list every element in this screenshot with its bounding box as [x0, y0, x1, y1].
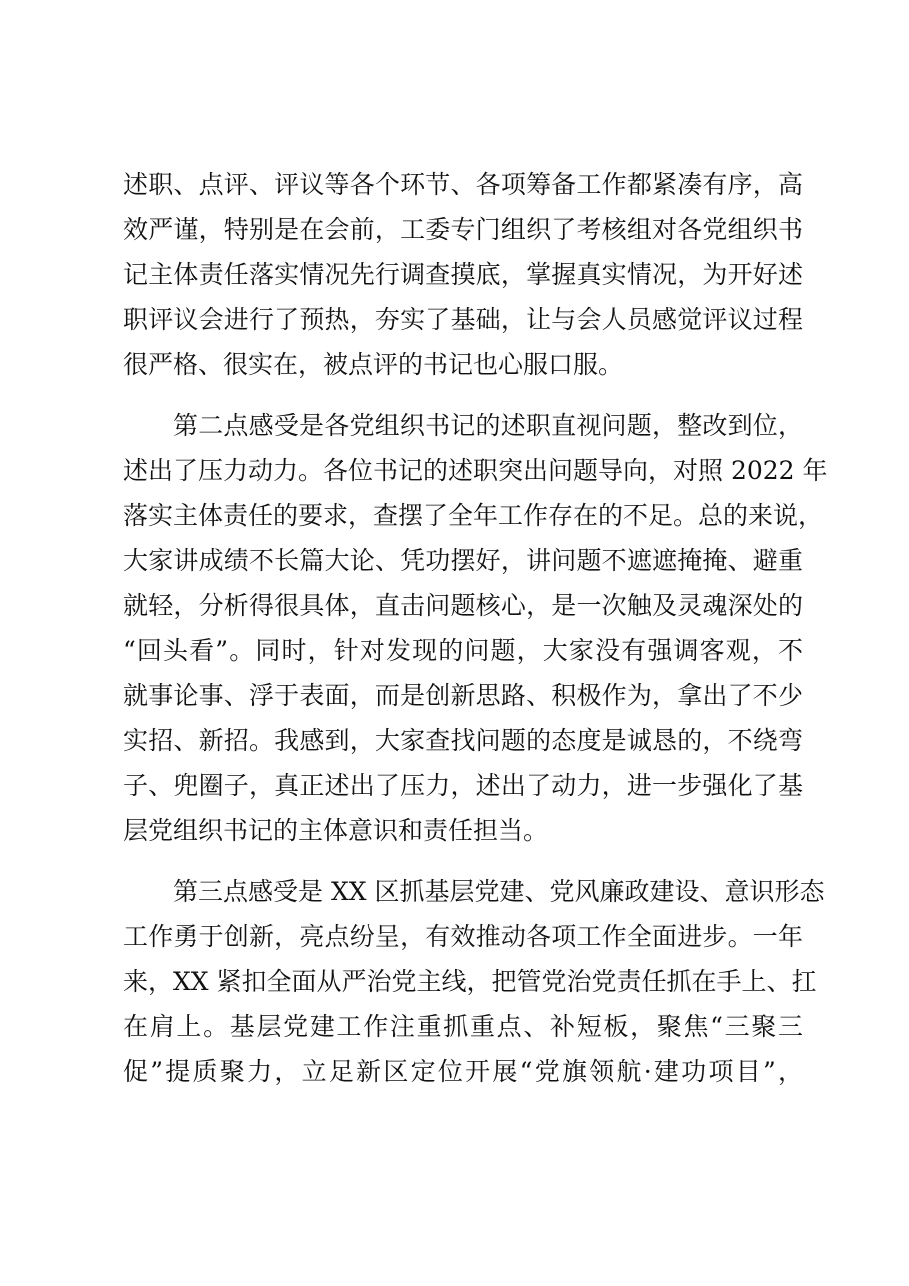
text-line: 就轻，分析得很具体，直击问题核心，是一次触及灵魂深处的 [123, 591, 803, 620]
text-line: 很严格、很实在，被点评的书记也心服口服。 [123, 350, 624, 379]
paragraph-3 [123, 869, 825, 1094]
text-line: 效严谨，特别是在会前，工委专门组织了考核组对各党组织书 [123, 215, 803, 244]
text-line: 工作勇于创新，亮点纷呈，有效推动各项工作全面进步。一年 [123, 922, 803, 951]
paragraph-gap [123, 387, 803, 403]
text-line: 大家讲成绩不长篇大论、凭功摆好，讲问题不遮遮掩掩、避重 [123, 546, 803, 575]
text-line: 在肩上。基层党建工作注重抓重点、补短板，聚焦“三聚三 [123, 1012, 803, 1041]
text-line: 述出了压力动力。各位书记的述职突出问题导向，对照 2022 年 [123, 456, 828, 485]
text-line: 述职、点评、评议等各个环节、各项筹备工作都紧凑有序，高 [123, 170, 803, 199]
text-line: 促”提质聚力，立足新区定位开展“党旗领航·建功项目”， [123, 1057, 803, 1086]
document-body [123, 162, 828, 1094]
paragraph-1 [123, 162, 803, 387]
text-line: 落实主体责任的要求，查摆了全年工作存在的不足。总的来说， [123, 501, 824, 530]
text-line: “回头看”。同时，针对发现的问题，大家没有强调客观，不 [123, 636, 803, 665]
paragraph-2 [123, 403, 828, 853]
paragraph-gap [123, 853, 803, 869]
text-line: 第三点感受是 XX 区抓基层党建、党风廉政建设、意识形态 [173, 877, 825, 906]
text-line: 就事论事、浮于表面，而是创新思路、积极作为，拿出了不少 [123, 681, 803, 710]
text-line: 记主体责任落实情况先行调查摸底，掌握真实情况，为开好述 [123, 260, 803, 289]
text-line: 层党组织书记的主体意识和责任担当。 [123, 816, 549, 845]
text-line: 第二点感受是各党组织书记的述职直视问题，整改到位， [173, 411, 803, 440]
text-line: 子、兜圈子，真正述出了压力，述出了动力，进一步强化了基 [123, 771, 803, 800]
text-line: 来，XX 紧扣全面从严治党主线，把管党治党责任抓在手上、扛 [123, 967, 817, 996]
text-line: 实招、新招。我感到，大家查找问题的态度是诚恳的，不绕弯 [123, 726, 803, 755]
text-line: 职评议会进行了预热，夯实了基础，让与会人员感觉评议过程 [123, 305, 803, 334]
